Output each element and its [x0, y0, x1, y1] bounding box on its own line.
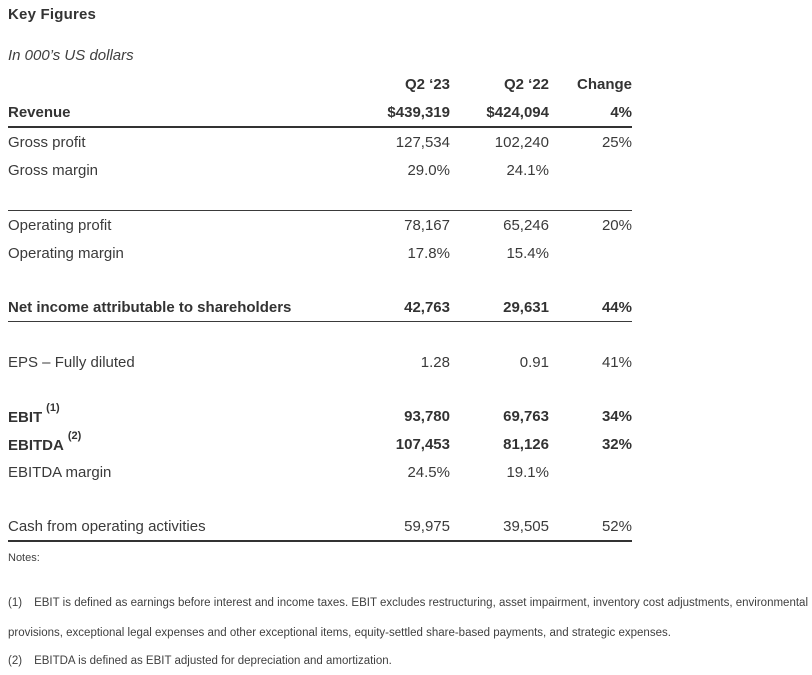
table-row — [8, 211, 632, 239]
table-row — [8, 348, 632, 376]
table-row — [8, 512, 632, 540]
value-change: 32% — [601, 435, 632, 453]
value-q2-22: 69,763 — [503, 407, 549, 425]
value-q2-23: 24.5% — [407, 463, 450, 481]
table-spacer — [8, 376, 632, 402]
table-row — [8, 98, 632, 126]
note-text: EBITDA is defined as EBIT adjusted for depreciation and amortization. — [34, 655, 392, 667]
value-change: 41% — [601, 353, 632, 371]
value-q2-22: 39,505 — [503, 517, 549, 535]
footnote-ref: (1) — [46, 401, 60, 414]
row-label: Cash from operating activities — [8, 517, 206, 535]
key-figures-page — [8, 6, 808, 675]
table-row — [8, 239, 632, 267]
notes-items — [8, 588, 808, 675]
value-q2-22: 19.1% — [506, 463, 549, 481]
column-header-q2-23: Q2 ‘23 — [404, 75, 450, 93]
key-figures-table — [8, 70, 632, 542]
footnote-ref: (2) — [67, 429, 82, 442]
value-q2-22: 0.91 — [519, 353, 549, 371]
units-subtitle: In 000’s US dollars — [8, 47, 134, 64]
table-spacer — [8, 486, 632, 512]
row-label: EBITDA margin — [8, 463, 112, 481]
table-row — [8, 458, 632, 486]
note-marker: (1) — [8, 597, 23, 609]
value-change: 52% — [601, 517, 632, 535]
value-q2-23: 29.0% — [407, 161, 450, 179]
value-q2-23: 127,534 — [395, 133, 450, 151]
value-q2-22: $424,094 — [486, 103, 549, 121]
value-q2-23: 59,975 — [404, 517, 450, 535]
table-row — [8, 293, 632, 321]
value-q2-23: 107,453 — [395, 435, 450, 453]
table-spacer — [8, 184, 632, 210]
row-label: EPS – Fully diluted — [8, 353, 135, 371]
value-q2-23: 17.8% — [407, 244, 450, 262]
value-change: 4% — [610, 103, 632, 121]
note-item — [8, 588, 808, 648]
row-label: Gross margin — [8, 161, 99, 179]
table-header-row — [8, 70, 632, 98]
value-q2-22: 15.4% — [506, 244, 549, 262]
value-change: 20% — [601, 216, 632, 234]
value-q2-22: 81,126 — [503, 435, 549, 453]
value-q2-22: 29,631 — [503, 298, 549, 316]
note-marker: (2) — [8, 655, 23, 667]
row-label: EBITDA$^{(2)}$ — [8, 429, 82, 454]
separator-line — [8, 540, 632, 542]
value-change: 34% — [601, 407, 632, 425]
table-spacer — [8, 267, 632, 293]
table-row — [8, 430, 632, 458]
notes-heading: Notes: — [8, 552, 40, 564]
value-q2-22: 65,246 — [503, 216, 549, 234]
value-q2-23: 1.28 — [420, 353, 450, 371]
row-label: Operating profit — [8, 216, 112, 234]
column-header-change: Change — [576, 75, 632, 93]
notes-section — [8, 552, 808, 675]
column-header-q2-22: Q2 ‘22 — [503, 75, 549, 93]
row-label: Revenue — [8, 103, 71, 121]
table-row — [8, 402, 632, 430]
page-title: Key Figures — [8, 6, 97, 23]
note-item — [8, 648, 808, 675]
row-label: Operating margin — [8, 244, 124, 262]
table-row — [8, 128, 632, 156]
row-label: EBIT$^{(1)}$ — [8, 401, 60, 426]
row-label: Gross profit — [8, 133, 86, 151]
table-spacer — [8, 322, 632, 348]
value-change: 25% — [601, 133, 632, 151]
value-q2-23: $439,319 — [387, 103, 450, 121]
value-q2-22: 24.1% — [506, 161, 549, 179]
value-q2-23: 78,167 — [404, 216, 450, 234]
note-text: EBIT is defined as earnings before interest and income taxes. EBIT excludes restructuring, asset impairment, inventory cost adjustments, environmental provisions, exceptional legal expenses and other exceptional items, equity-settled share-based payments, and strategic expenses. — [8, 597, 808, 639]
table-row — [8, 156, 632, 184]
row-label: Net income attributable to shareholders — [8, 298, 292, 316]
value-q2-22: 102,240 — [494, 133, 549, 151]
value-q2-23: 42,763 — [404, 298, 450, 316]
value-q2-23: 93,780 — [404, 407, 450, 425]
value-change: 44% — [601, 298, 632, 316]
